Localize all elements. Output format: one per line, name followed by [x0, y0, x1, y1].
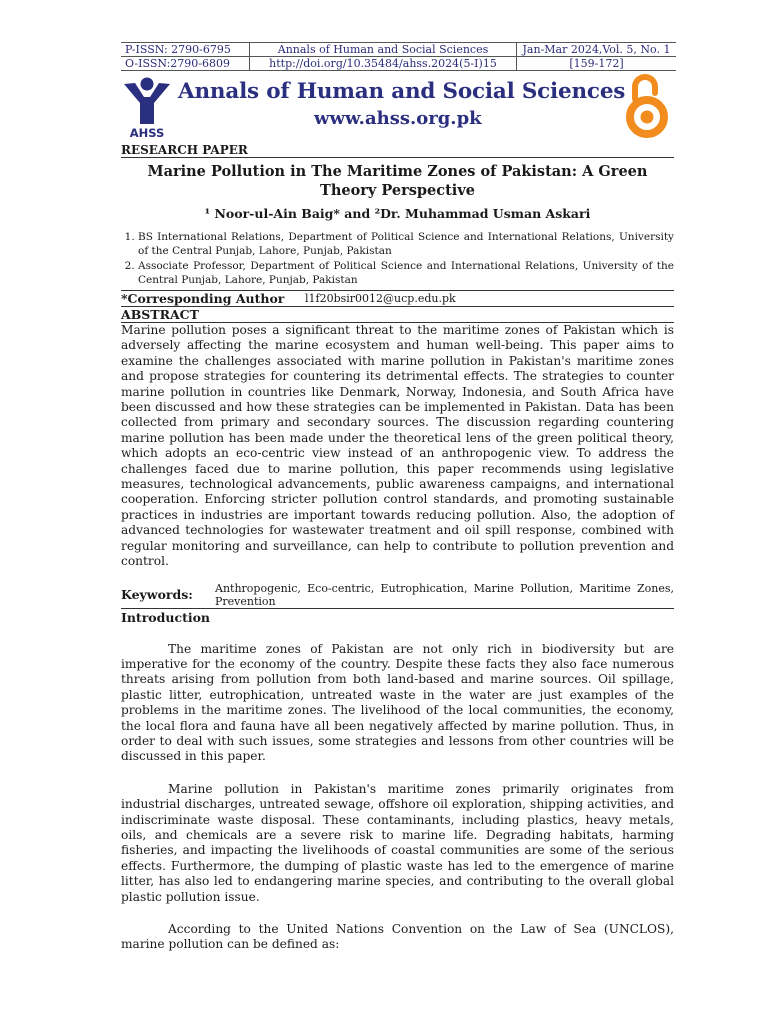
issue-info: Jan-Mar 2024,Vol. 5, No. 1: [517, 43, 677, 57]
affiliation-1: 1. BS International Relations, Department of Political Science and International Relations, University of the Central Punjab, Lahore, Punjab, Pakistan: [138, 230, 674, 258]
journal-name: Annals of Human and Social Sciences: [250, 43, 517, 57]
body-paragraph-2: Marine pollution in Pakistan's maritime zones primarily originates from industrial discharges, untreated sewage, offshore oil exploration, shipping activities, and indiscriminate waste disposal. These contaminants, including plastics, heavy metals, oils, and chemicals are a severe risk to marine life. Degrading habitats, harming fisheries, and impacting the livelihoods of coastal communities are some of the serious effects. Furthermore, the dumping of plastic waste has led to the emergence of marine litter, has also led to endangering marine species, and contributing to the overall global plastic pollution issue.: [121, 781, 674, 904]
pissn: P-ISSN: 2790-6795: [121, 43, 250, 57]
affiliations: [121, 230, 674, 287]
corresponding-email[interactable]: l1f20bsir0012@ucp.edu.pk: [305, 292, 456, 305]
body-paragraph-3: According to the United Nations Convention on the Law of Sea (UNCLOS), marine pollution can be defined as:: [121, 922, 674, 952]
oissn: O-ISSN:2790-6809: [121, 57, 250, 71]
corresponding-author-label: *Corresponding Author: [121, 291, 285, 306]
page-range: [159-172]: [517, 57, 677, 71]
abstract-text: Marine pollution poses a significant threat to the maritime zones of Pakistan which is adversely affecting the marine ecosystem and human well-being. This paper aims to examine the challenges associated with marine pollution in Pakistan's maritime zones and propose strategies for countering its detrimental effects. The strategies to counter marine pollution in countries like Denmark, Norway, Indonesia, and South Africa have been discussed and how these strategies can be implemented in Pakistan. Data has been collected from primary and secondary sources. The discussion regarding countering marine pollution has been made under the theoretical lens of the green political theory, which adopts an eco-centric view instead of an anthropogenic view. To address the challenges faced due to marine pollution, this paper recommends using legislative measures, technological advancements, public awareness campaigns, and international cooperation. Enforcing stricter pollution control standards, and promoting sustainable practices in industries are important towards reducing pollution. Also, the adoption of advanced technologies for wastewater treatment and oil spill response, combined with regular monitoring and surveillance, can help to contribute to pollution prevention and control.: [121, 323, 674, 569]
journal-title: Annals of Human and Social Sciences: [178, 79, 626, 104]
masthead: [121, 73, 674, 141]
keywords-text: Anthropogenic, Eco-centric, Eutrophication, Marine Pollution, Maritime Zones, Prevention: [215, 581, 674, 608]
journal-info-table: [121, 42, 676, 71]
body-paragraph-1: The maritime zones of Pakistan are not only rich in biodiversity but are imperative for the economy of the country. Despite these facts they also face numerous threats arising from pollution from both land-based and marine sources. Oil spillage, plastic litter, eutrophication, untreated waste in the water are just examples of the problems in the maritime zones. The livelihood of the local communities, the economy, the local flora and fauna have all been negatively affected by marine pollution. Thus, in order to deal with such issues, some strategies and lessons from other countries will be discussed in this paper.: [121, 641, 674, 764]
paper-page: [121, 42, 674, 953]
open-access-icon: [623, 73, 671, 139]
keywords-label: Keywords:: [121, 587, 193, 602]
abstract-heading: ABSTRACT: [121, 307, 674, 323]
paper-title: Marine Pollution in The Maritime Zones of Pakistan: A Green Theory Perspective: [147, 163, 648, 199]
ahss-logo-text: AHSS: [129, 126, 165, 139]
doi-link[interactable]: http://doi.org/10.35484/ahss.2024(5-I)15: [250, 57, 517, 71]
introduction-heading: Introduction: [121, 609, 211, 625]
journal-url[interactable]: www.ahss.org.pk: [314, 108, 482, 129]
affiliation-2: 2. Associate Professor, Department of Political Science and International Relations, University of the Central Punjab, Lahore, Punjab, Pakistan: [138, 259, 674, 287]
authors: ¹ Noor-ul-Ain Baig* and ²Dr. Muhammad Usman Askari: [204, 206, 591, 221]
corresponding-author-row: [121, 290, 674, 307]
keywords-row: [121, 582, 674, 609]
ahss-logo-icon: [121, 75, 173, 139]
paper-type: RESEARCH PAPER: [121, 143, 674, 158]
